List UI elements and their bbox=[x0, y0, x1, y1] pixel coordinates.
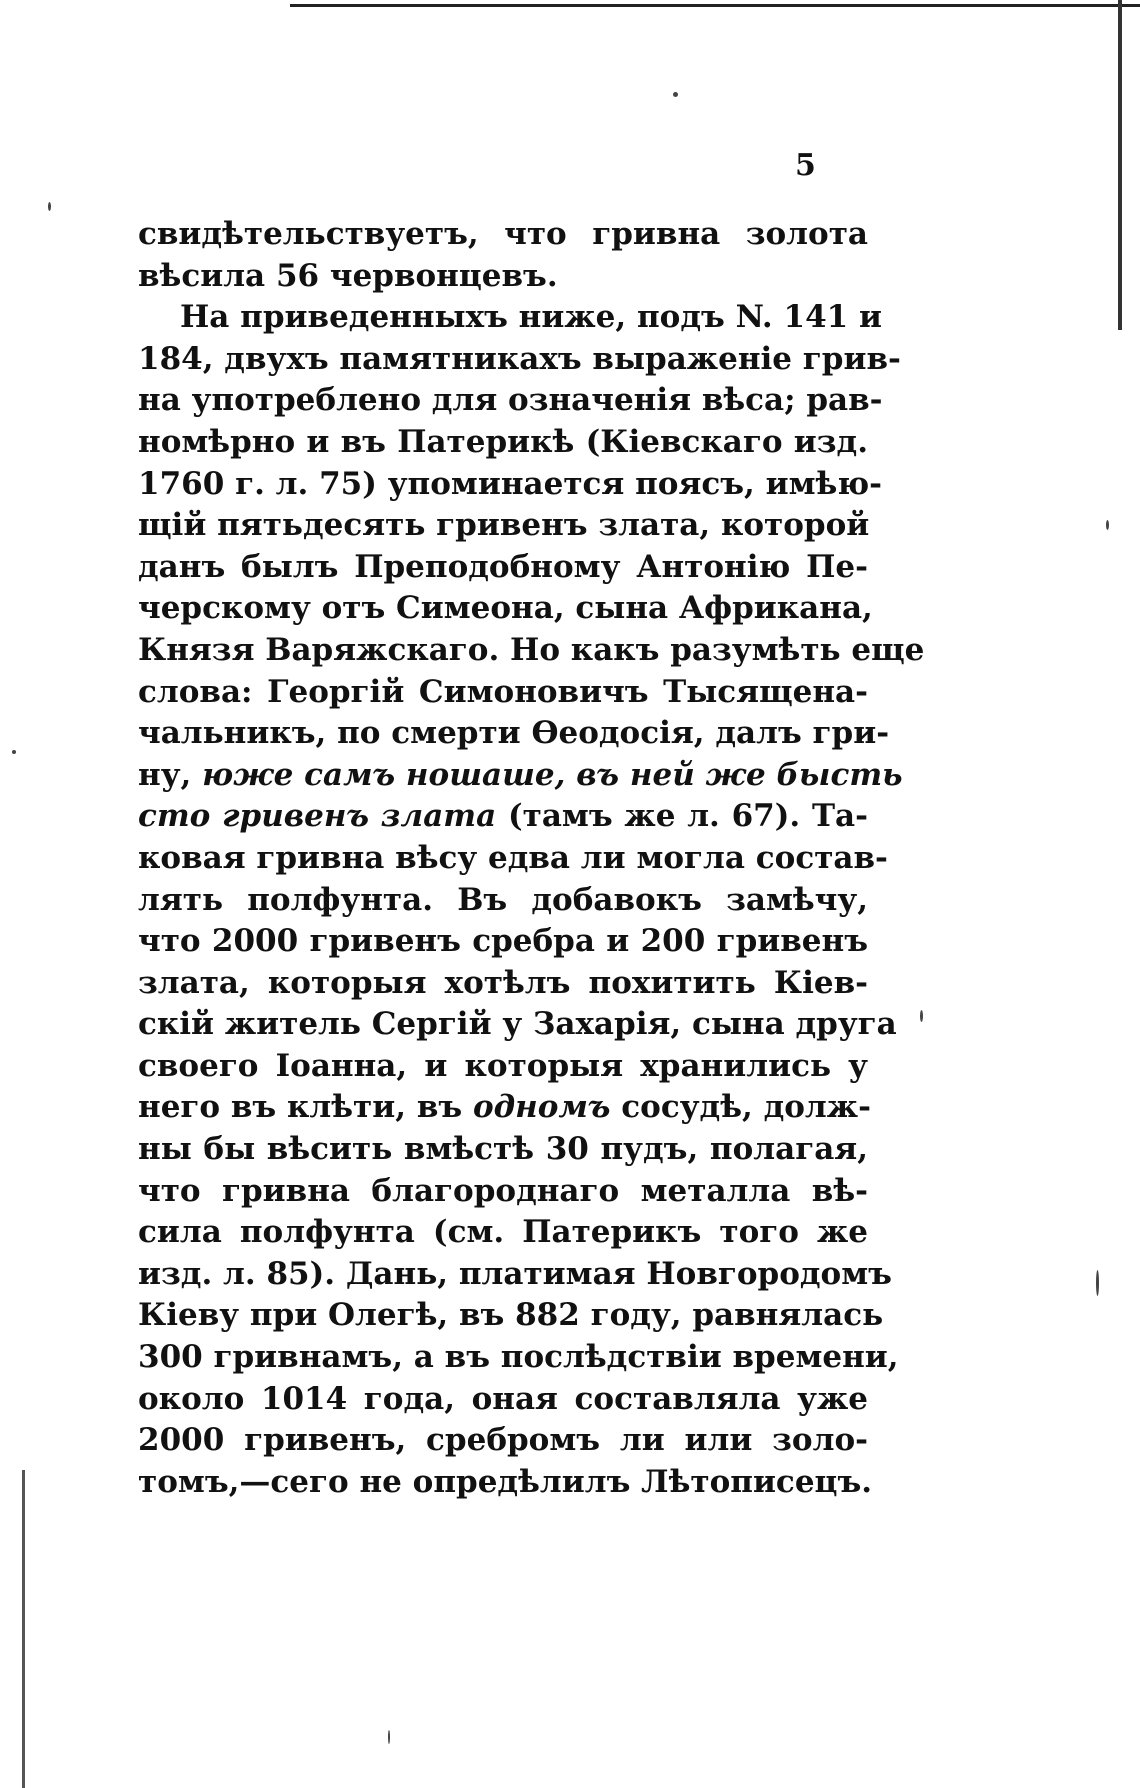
page-left-edge bbox=[22, 1470, 25, 1788]
text-line: Князя Варяжскаго. Но какъ разумѣть еще bbox=[138, 631, 925, 668]
text-line: 1760 г. л. 75) упоминается поясъ, имѣю- bbox=[138, 465, 882, 502]
text-line: на употреблено для означенія вѣса; рав- bbox=[138, 382, 883, 419]
page-right-edge bbox=[1118, 0, 1122, 330]
text-line: своего Іоанна, и которыя хранились у bbox=[138, 1047, 868, 1084]
print-speck bbox=[48, 202, 51, 211]
text-line: данъ былъ Преподобному Антонію Пе- bbox=[138, 548, 868, 585]
italic-word: одномъ bbox=[472, 1089, 611, 1126]
text-run: ну, bbox=[138, 756, 203, 793]
text-line bbox=[138, 796, 868, 838]
text-line: скій житель Сергій у Захарія, сына друга bbox=[138, 1006, 897, 1043]
body-text bbox=[138, 214, 925, 1503]
print-speck bbox=[388, 1730, 390, 1744]
text-line: 2000 гривенъ, сребромъ ли или золо- bbox=[138, 1422, 868, 1459]
text-line: томъ,—сего не опредѣлилъ Лѣтописецъ. bbox=[138, 1463, 873, 1500]
text-line: что 2000 гривенъ сребра и 200 гривенъ bbox=[138, 923, 868, 960]
text-run: (тамъ же л. 67). Та- bbox=[496, 798, 868, 835]
text-line: На приведенныхъ ниже, подъ N. 141 и bbox=[180, 299, 883, 336]
text-line: изд. л. 85). Дань, платимая Новгородомъ bbox=[138, 1255, 892, 1292]
text-line bbox=[138, 755, 903, 797]
text-line: чальникъ, по смерти Ѳеодосія, далъ гри- bbox=[138, 715, 890, 752]
text-line: около 1014 года, оная составляла уже bbox=[138, 1380, 868, 1417]
text-run: сосудѣ, долж- bbox=[610, 1089, 871, 1126]
text-line: что гривна благороднаго металла вѣ- bbox=[138, 1172, 868, 1209]
text-run: него въ клѣти, въ bbox=[138, 1089, 473, 1126]
text-line: номѣрно и въ Патерикѣ (Кіевскаго изд. bbox=[138, 423, 868, 460]
text-line: слова: Георгій Симоновичъ Тысящена- bbox=[138, 673, 868, 710]
print-speck bbox=[1106, 520, 1109, 530]
text-line: вѣсила 56 червонцевъ. bbox=[138, 257, 558, 294]
page-number: 5 bbox=[795, 148, 816, 183]
italic-quote: юже самъ ношаше, въ ней же бысть bbox=[202, 756, 903, 793]
text-line: щій пятьдесять гривенъ злата, которой bbox=[138, 507, 870, 544]
text-line: свидѣтельствуетъ, что гривна золота bbox=[138, 216, 868, 252]
text-line: лять полфунта. Въ добавокъ замѣчу, bbox=[138, 881, 868, 918]
italic-quote: сто гривенъ злата bbox=[138, 798, 497, 835]
text-line: 184, двухъ памятникахъ выраженіе грив- bbox=[138, 340, 901, 377]
text-line: злата, которыя хотѣлъ похитить Кіев- bbox=[138, 964, 868, 1001]
text-line: 300 гривнамъ, а въ послѣдствіи времени, bbox=[138, 1339, 899, 1376]
text-line bbox=[138, 1087, 871, 1129]
print-speck bbox=[12, 750, 16, 754]
text-line: ны бы вѣсить вмѣстѣ 30 пудъ, полагая, bbox=[138, 1131, 868, 1168]
text-line: ковая гривна вѣсу едва ли могла состав- bbox=[138, 839, 888, 876]
page-top-edge bbox=[290, 4, 1140, 7]
text-line: черскому отъ Симеона, сына Африкана, bbox=[138, 590, 873, 627]
print-speck bbox=[920, 1010, 923, 1022]
text-line: сила полфунта (см. Патерикъ того же bbox=[138, 1214, 868, 1251]
print-speck bbox=[1096, 1270, 1099, 1296]
text-line: Кіеву при Олегѣ, въ 882 году, равнялась bbox=[138, 1297, 884, 1334]
print-speck bbox=[673, 92, 678, 97]
